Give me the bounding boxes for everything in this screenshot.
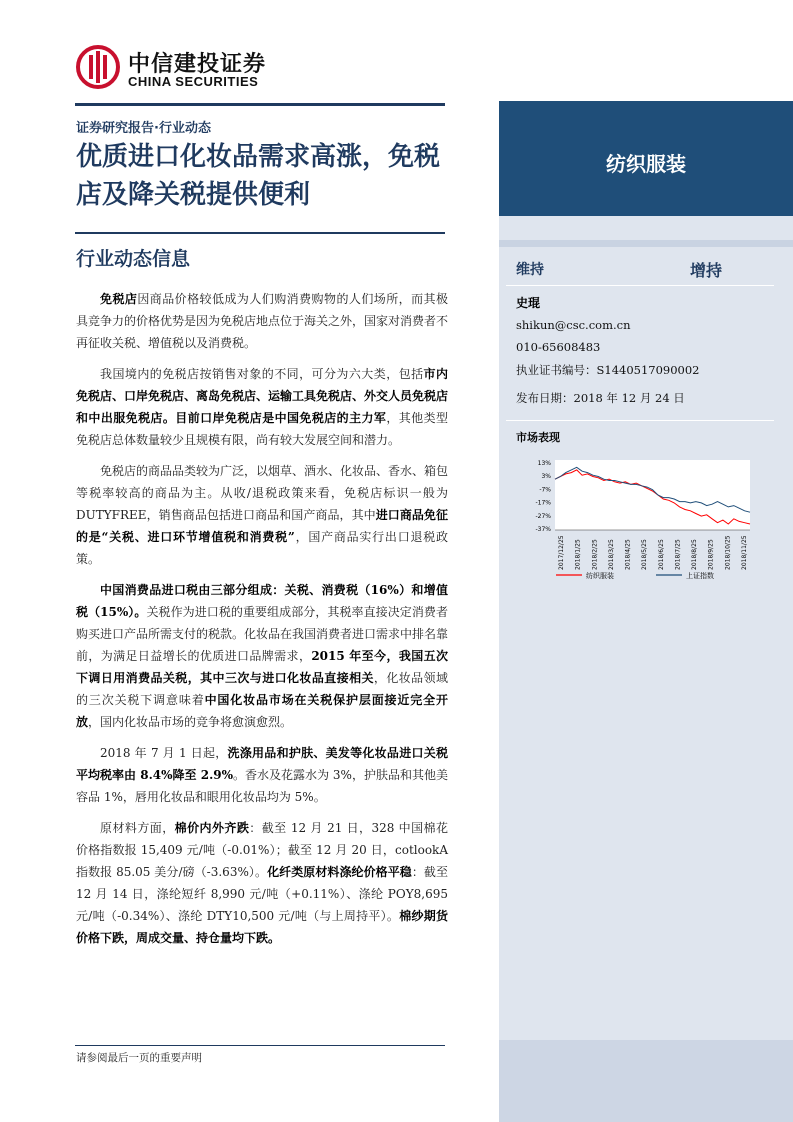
rating-divider bbox=[499, 240, 793, 247]
y-tick-label: 13% bbox=[537, 460, 551, 467]
rating-line bbox=[506, 285, 774, 286]
header-rule bbox=[75, 103, 445, 106]
x-tick-label: 2018/10/25 bbox=[724, 535, 732, 570]
analyst-phone: 010-65608483 bbox=[516, 340, 601, 354]
footer-rule bbox=[75, 1045, 445, 1046]
legend-label-0: 纺织服装 bbox=[586, 572, 614, 580]
text-run: 免税店的商品品类较为广泛，以烟草、酒水、化妆品、香水、箱包等税率较高的商品为主。从收/退税政策来看，免税店标识一般为 DUTYFREE，销售商品包括进口商品和国产商品，其中 bbox=[76, 464, 449, 522]
x-tick-label: 2018/9/25 bbox=[707, 539, 715, 570]
text-run: ：截至 12 月 14 日，涤纶短纤 8,990 元/吨（+0.11%）、涤纶 POY8,695 元/吨（-0.34%）、涤纶 DTY10,500 元/吨（与上周持平）。 bbox=[76, 865, 448, 923]
body-text bbox=[76, 288, 448, 958]
x-tick-label: 2018/1/25 bbox=[574, 539, 582, 570]
company-logo bbox=[76, 45, 276, 95]
paragraph bbox=[76, 363, 448, 451]
title-rule bbox=[75, 232, 445, 234]
report-category: 证券研究报告·行业动态 bbox=[76, 121, 211, 136]
y-tick-label: -27% bbox=[535, 512, 551, 520]
paragraph bbox=[76, 460, 448, 570]
publish-date: 发布日期：2018 年 12 月 24 日 bbox=[516, 391, 685, 405]
paragraph bbox=[76, 817, 448, 949]
text-run: ，其他类型免税店总体数量较少且规模有限，尚有较大发展空间和潜力。 bbox=[76, 411, 448, 447]
text-run: 我国境内的免税店按销售对象的不同，可分为六大类，包括 bbox=[100, 367, 424, 381]
x-tick-label: 2018/7/25 bbox=[674, 539, 682, 570]
text-run: 。香水及花露水为 3%，护肤品和其他美容品 1%，唇用化妆品和眼用化妆品均为 5%。 bbox=[76, 768, 448, 804]
logo-text-en: CHINA SECURITIES bbox=[128, 74, 259, 89]
y-tick-label: -17% bbox=[535, 499, 551, 507]
sidebar-footer-band bbox=[499, 1040, 793, 1122]
x-tick-label: 2018/3/25 bbox=[607, 539, 615, 570]
market-line bbox=[506, 420, 774, 421]
legend-label-1: 上证指数 bbox=[686, 572, 714, 580]
y-tick-label: 3% bbox=[541, 473, 551, 481]
analyst-cert: 执业证书编号：S1440517090002 bbox=[516, 363, 700, 377]
text-run: 原材料方面， bbox=[100, 821, 175, 835]
bold-text: 中国化妆品市场在关税保护层面接近完全开放 bbox=[76, 693, 448, 729]
bold-text: 中国消费品进口税由三部分组成：关税、消费税（16%）和增值税（15%）。 bbox=[76, 583, 448, 619]
x-tick-label: 2018/8/25 bbox=[691, 539, 699, 570]
analyst-email[interactable]: shikun@csc.com.cn bbox=[516, 318, 631, 332]
x-tick-label: 2018/4/25 bbox=[624, 539, 632, 570]
rating-label: 维持 bbox=[516, 262, 544, 278]
bold-text: 2015 年至今，我国五次下调日用消费品关税，其中三次与进口化妆品直接相关 bbox=[76, 649, 448, 685]
logo-text-cn: 中信建投证券 bbox=[128, 52, 267, 77]
footer-disclaimer: 请参阅最后一页的重要声明 bbox=[76, 1052, 202, 1064]
analyst-name: 史琨 bbox=[516, 296, 541, 310]
x-tick-label: 2018/5/25 bbox=[641, 539, 649, 570]
paragraph bbox=[76, 579, 448, 733]
bold-text: 棉纱期货价格下跌，周成交量、持仓量均下跌。 bbox=[76, 909, 448, 945]
x-tick-label: 2018/2/25 bbox=[591, 539, 599, 570]
rating-value: 增持 bbox=[690, 261, 723, 280]
x-tick-label: 2017/12/25 bbox=[558, 535, 565, 570]
y-tick-label: -37% bbox=[535, 526, 551, 533]
x-tick-label: 2018/11/25 bbox=[741, 535, 748, 570]
bold-text: 化纤类原材料涤纶价格平稳 bbox=[267, 865, 412, 879]
market-chart bbox=[508, 448, 768, 588]
y-tick-label: -7% bbox=[539, 486, 551, 494]
section-heading: 行业动态信息 bbox=[76, 248, 191, 270]
bold-text: 市内免税店、口岸免税店、离岛免税店、运输工具免税店、外交人员免税店和中出服免税店。目前口岸免税店是中国免税店的主力军 bbox=[76, 367, 449, 425]
industry-name: 纺织服装 bbox=[606, 152, 686, 176]
x-tick-label: 2018/6/25 bbox=[657, 539, 665, 570]
sidebar-panel bbox=[499, 101, 793, 1122]
market-title: 市场表现 bbox=[516, 431, 560, 444]
text-run: ：截至 12 月 21 日，328 中国棉花价格指数报 15,409 元/吨（-0.01%）；截至 12 月 20 日，cotlookA 指数报 85.05 美分/磅（-3.63%）。 bbox=[76, 821, 448, 879]
text-run: ，化妆品领域的三次关税下调意味着 bbox=[76, 671, 448, 707]
text-run: 关税作为进口税的重要组成部分，其税率直接决定消费者购买进口产品所需支付的税款。化妆品在我国消费者进口需求中排名靠前，为满足日益增长的优质进口品牌需求， bbox=[76, 605, 449, 663]
bold-text: 免税店 bbox=[100, 292, 138, 306]
citic-logo-icon bbox=[76, 45, 120, 89]
paragraph bbox=[76, 288, 448, 354]
text-run: ，国内化妆品市场的竞争将愈演愈烈。 bbox=[88, 715, 293, 729]
bold-text: 洗涤用品和护肤、美发等化妆品进口关税平均税率由 8.4%降至 2.9% bbox=[76, 746, 448, 782]
report-title: 优质进口化妆品需求高涨，免税店及降关税提供便利 bbox=[76, 142, 441, 210]
bold-text: 棉价内外齐跌 bbox=[174, 821, 250, 835]
text-run: 2018 年 7 月 1 日起， bbox=[100, 746, 228, 760]
text-run: ，国产商品实行出口退税政策。 bbox=[76, 530, 448, 566]
paragraph bbox=[76, 742, 448, 808]
plot-area bbox=[555, 460, 750, 530]
bold-text: 进口商品免征的是“关税、进口环节增值税和消费税” bbox=[76, 508, 448, 544]
text-run: 因商品价格较低成为人们购消费购物的人们场所，而其极具竞争力的价格优势是因为免税店地点位于海关之外，国家对消费者不再征收关税、增值税以及消费税。 bbox=[76, 292, 449, 350]
